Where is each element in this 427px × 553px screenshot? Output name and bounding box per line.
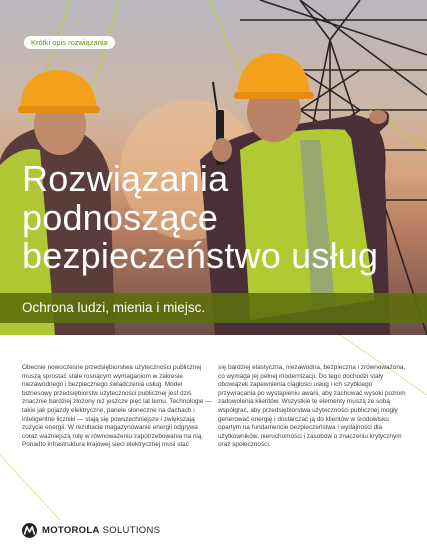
title-line-1: Rozwiązania: [22, 158, 229, 199]
body-column-right: [218, 364, 408, 450]
body-column-left: [22, 364, 212, 450]
tagline: Ochrona ludzi, mienia i miejsc.: [22, 300, 206, 315]
body-paragraph-left: Obecnie nowoczesne przedsiębiorstwa użyteczności publicznej muszą sprostać stale rosnącym wymaganiom w zakresie niezawodnego i bezpiecznego świadczenia usług. Model biznesowy przedsiębiorstw użyteczności publicznej jest dziś znacznie bardziej złożony niż jeszcze pięć lat temu. Technologie — takie jak pojazdy elektryczne, panele słoneczne na dachach i inteligentne liczniki — stają się powszechniejsze i zwiększają zużycie energii. W rezultacie magazynowanie energii odgrywa coraz ważniejszą rolę w równoważeniu zapotrzebowania na nią. Ponadto infrastruktura krajowej sieci elektrycznej musi stać: [22, 364, 212, 449]
brand-suffix: SOLUTIONS: [102, 524, 161, 536]
motorola-batwing-icon: [22, 523, 37, 538]
page-title: [22, 160, 422, 276]
document-type-badge: Krótki opis rozwiązania: [24, 36, 115, 49]
motorola-solutions-logo: [22, 521, 160, 539]
title-line-3: bezpieczeństwo usług: [22, 235, 379, 276]
body-paragraph-right: się bardziej elastyczna, niezawodna, bezpieczna i zrównoważona, co wymaga jej pełnej modernizacji. Do tego dochodzi stały obowiązek zapewnienia ciągłości usług i ich szybkiego przywracania po wystąpieniu awarii, aby zachować wysoki poziom zadowolenia klientów. Wszystkie te elementy muszą ze sobą współgrać, aby przedsiębiorstwa użyteczności publicznej mogły generować energię i dostarczać ją do klientów w środowisku opartym na fundamencie bezpieczeństwa i wydajności dla użytkowników, nieruchomości i zasobów o znaczeniu krytycznym oraz społeczności.: [218, 364, 406, 449]
title-line-2: podnoszące: [22, 196, 219, 238]
brand-name: MOTOROLA: [42, 524, 100, 536]
tagline-bar: [0, 293, 427, 323]
